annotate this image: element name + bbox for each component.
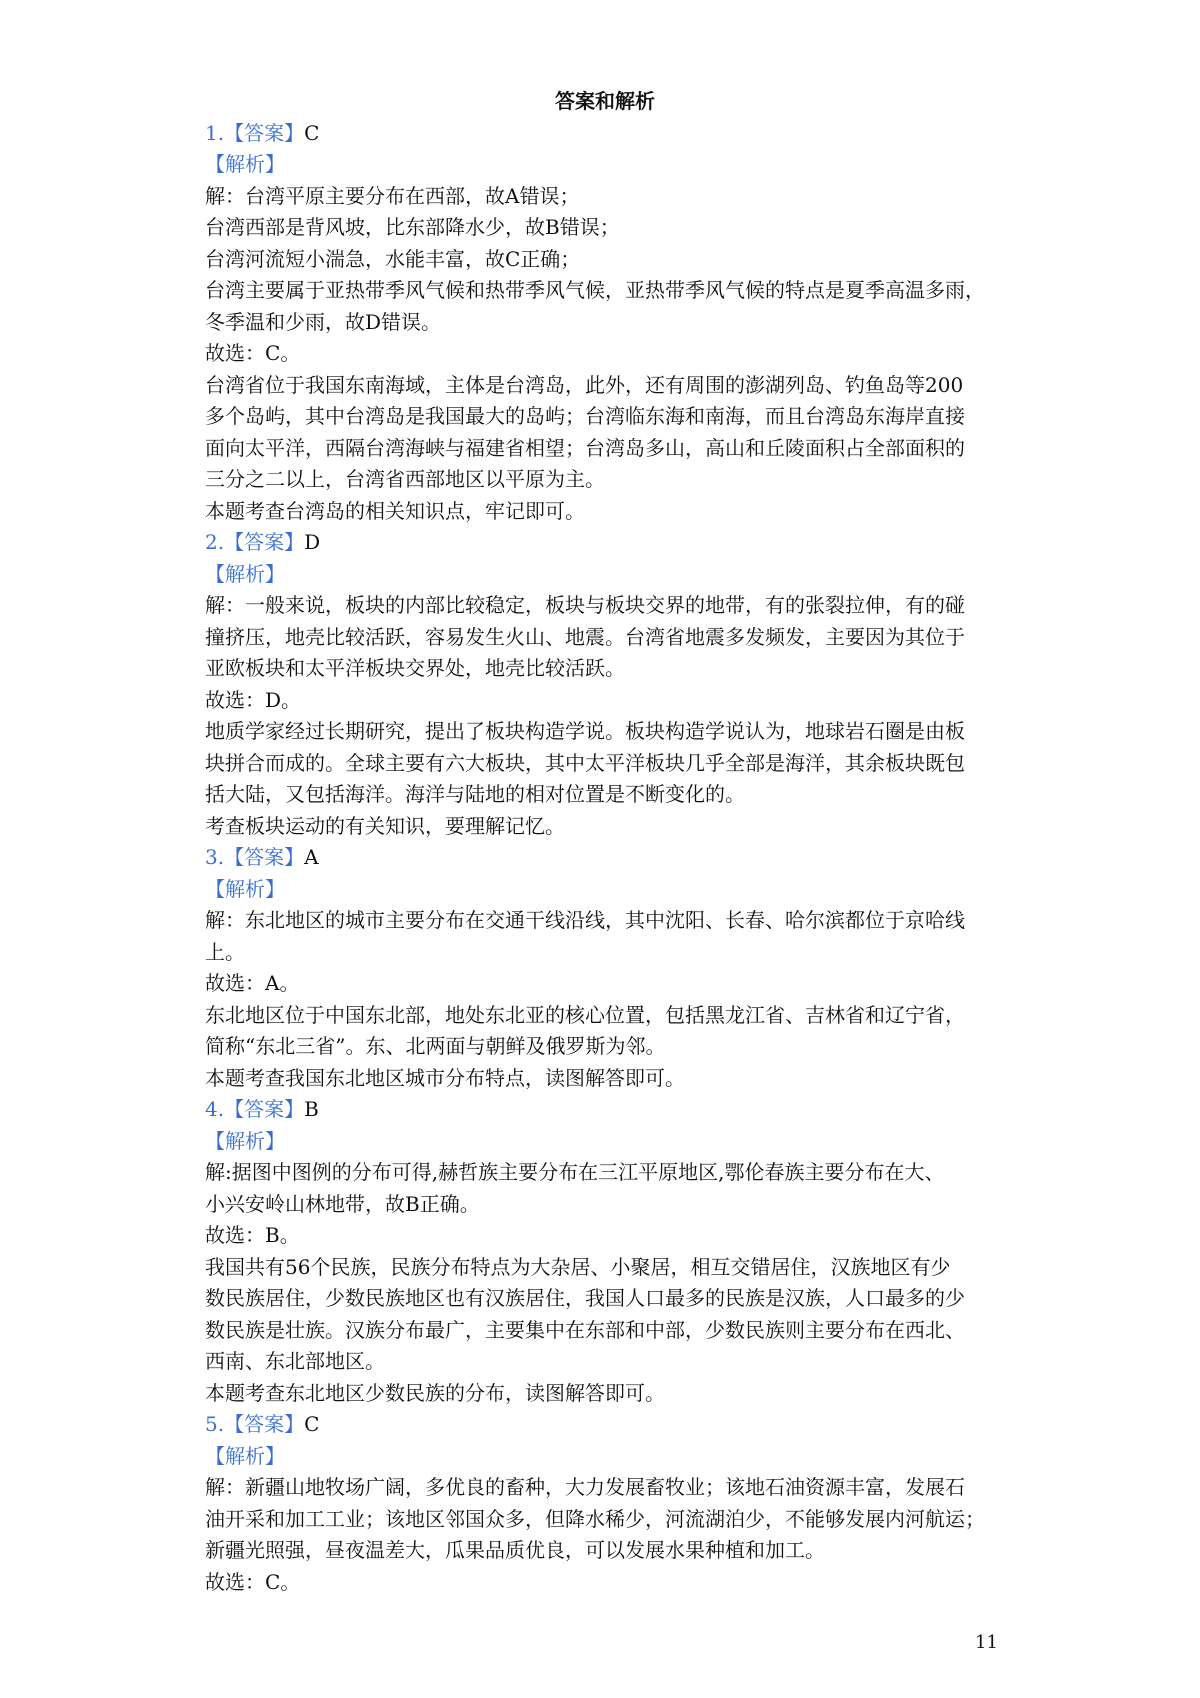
- answer-tag: 【答案】: [224, 120, 305, 145]
- analysis-line: 三分之二以上，台湾省西部地区以平原为主。: [205, 467, 605, 491]
- analysis-line: 解：台湾平原主要分布在西部，故A错误；: [205, 183, 580, 208]
- analysis-tag: 【解析】: [205, 1128, 285, 1153]
- analysis-line: 撞挤压，地壳比较活跃，容易发生火山、地震。台湾省地震多发频发，主要因为其位于: [205, 624, 965, 649]
- question-number: 1.: [205, 120, 225, 145]
- analysis-line: 故选：B。: [205, 1223, 300, 1247]
- analysis-line: 新疆光照强，昼夜温差大，瓜果品质优良，可以发展水果种植和加工。: [205, 1538, 825, 1562]
- analysis-tag: 【解析】: [205, 561, 285, 586]
- analysis-line: 故选：A。: [205, 971, 300, 995]
- answer-value: C: [304, 1412, 320, 1436]
- analysis-line: 解:据图中图例的分布可得,赫哲族主要分布在三江平原地区,鄂伦春族主要分布在大、: [205, 1160, 945, 1184]
- analysis-line: 故选：D。: [205, 687, 302, 712]
- question-number: 4.: [205, 1097, 225, 1121]
- analysis-line: 括大陆，又包括海洋。海洋与陆地的相对位置是不断变化的。: [205, 782, 745, 806]
- question-number: 2.: [205, 530, 225, 554]
- analysis-line: 解：东北地区的城市主要分布在交通干线沿线，其中沈阳、长春、哈尔滨都位于京哈线: [205, 908, 965, 932]
- analysis-line: 我国共有56个民族，民族分布特点为大杂居、小聚居，相互交错居住，汉族地区有少: [205, 1254, 951, 1279]
- analysis-line: 面向太平洋，西隔台湾海峡与福建省相望；台湾岛多山，高山和丘陵面积占全部面积的: [205, 435, 965, 460]
- answer-tag: 【答案】: [224, 530, 305, 554]
- answer-tag: 【答案】: [224, 1412, 305, 1436]
- analysis-line: 简称“东北三省”。东、北两面与朝鲜及俄罗斯为邻。: [205, 1034, 666, 1058]
- analysis-line: 数民族居住，少数民族地区也有汉族居住，我国人口最多的民族是汉族，人口最多的少: [205, 1286, 965, 1310]
- analysis-line: 多个岛屿，其中台湾岛是我国最大的岛屿；台湾临东海和南海，而且台湾岛东海岸直接: [205, 404, 965, 428]
- analysis-line: 考查板块运动的有关知识，要理解记忆。: [205, 813, 565, 838]
- answer-heading: [205, 1094, 1005, 1126]
- analysis-line: 西南、东北部地区。: [205, 1349, 385, 1373]
- answer-value: C: [304, 120, 320, 145]
- document-page: [205, 86, 1005, 1598]
- analysis-line: 台湾主要属于亚热带季风气候和热带季风气候，亚热带季风气候的特点是夏季高温多雨，: [205, 278, 985, 302]
- answer-tag: 【答案】: [224, 1097, 305, 1121]
- analysis-line: 油开采和加工工业；该地区邻国众多，但降水稀少，河流湖泊少，不能够发展内河航运；: [205, 1506, 985, 1531]
- analysis-line: 东北地区位于中国东北部，地处东北亚的核心位置，包括黑龙江省、吉林省和辽宁省，: [205, 1002, 965, 1027]
- answer-item-2: [205, 527, 1005, 842]
- analysis-line: 数民族是壮族。汉族分布最广，主要集中在东部和中部，少数民族则主要分布在西北、: [205, 1317, 965, 1342]
- answer-item-1: [205, 118, 1005, 528]
- question-number: 3.: [205, 845, 225, 869]
- analysis-line: 解：一般来说，板块的内部比较稳定，板块与板块交界的地带，有的张裂拉伸，有的碰: [205, 593, 965, 617]
- analysis-line: 台湾河流短小湍急，水能丰富，故C正确；: [205, 246, 581, 271]
- answer-heading: [205, 1409, 1005, 1441]
- analysis-tag: 【解析】: [205, 1443, 285, 1468]
- analysis-line: 冬季温和少雨，故D错误。: [205, 309, 442, 334]
- analysis-line: 地质学家经过长期研究，提出了板块构造学说。板块构造学说认为，地球岩石圈是由板: [205, 719, 965, 743]
- answer-value: A: [304, 845, 319, 869]
- answer-heading: [205, 527, 1005, 559]
- analysis-line: 本题考查东北地区少数民族的分布，读图解答即可。: [205, 1380, 665, 1405]
- answer-heading: [205, 118, 1005, 150]
- analysis-line: 台湾省位于我国东南海域，主体是台湾岛，此外，还有周围的澎湖列岛、钓鱼岛等200: [205, 372, 964, 397]
- page-title: 答案和解析: [555, 89, 655, 113]
- answer-heading: [205, 842, 1005, 874]
- analysis-line: 块拼合而成的。全球主要有六大板块，其中太平洋板块几乎全部是海洋，其余板块既包: [205, 750, 965, 775]
- analysis-line: 亚欧板块和太平洋板块交界处，地壳比较活跃。: [205, 656, 625, 680]
- answer-value: B: [304, 1097, 319, 1121]
- answer-item-5: [205, 1409, 1005, 1598]
- answer-value: D: [304, 530, 321, 554]
- answer-tag: 【答案】: [224, 845, 305, 869]
- question-number: 5.: [205, 1412, 225, 1436]
- analysis-line: 解：新疆山地牧场广阔，多优良的畜种，大力发展畜牧业；该地石油资源丰富，发展石: [205, 1475, 965, 1499]
- analysis-line: 本题考查台湾岛的相关知识点，牢记即可。: [205, 498, 585, 523]
- analysis-line: 小兴安岭山林地带，故B正确。: [205, 1191, 480, 1216]
- analysis-tag: 【解析】: [205, 152, 285, 176]
- page-number: 11: [975, 1632, 998, 1653]
- analysis-line: 本题考查我国东北地区城市分布特点，读图解答即可。: [205, 1065, 685, 1090]
- analysis-line: 故选：C。: [205, 1569, 301, 1594]
- analysis-tag: 【解析】: [205, 876, 285, 901]
- analysis-line: 上。: [205, 939, 245, 964]
- answer-item-3: [205, 842, 1005, 1094]
- analysis-line: 故选：C。: [205, 341, 301, 365]
- analysis-line: 台湾西部是背风坡，比东部降水少，故B错误；: [205, 215, 620, 239]
- answer-item-4: [205, 1094, 1005, 1409]
